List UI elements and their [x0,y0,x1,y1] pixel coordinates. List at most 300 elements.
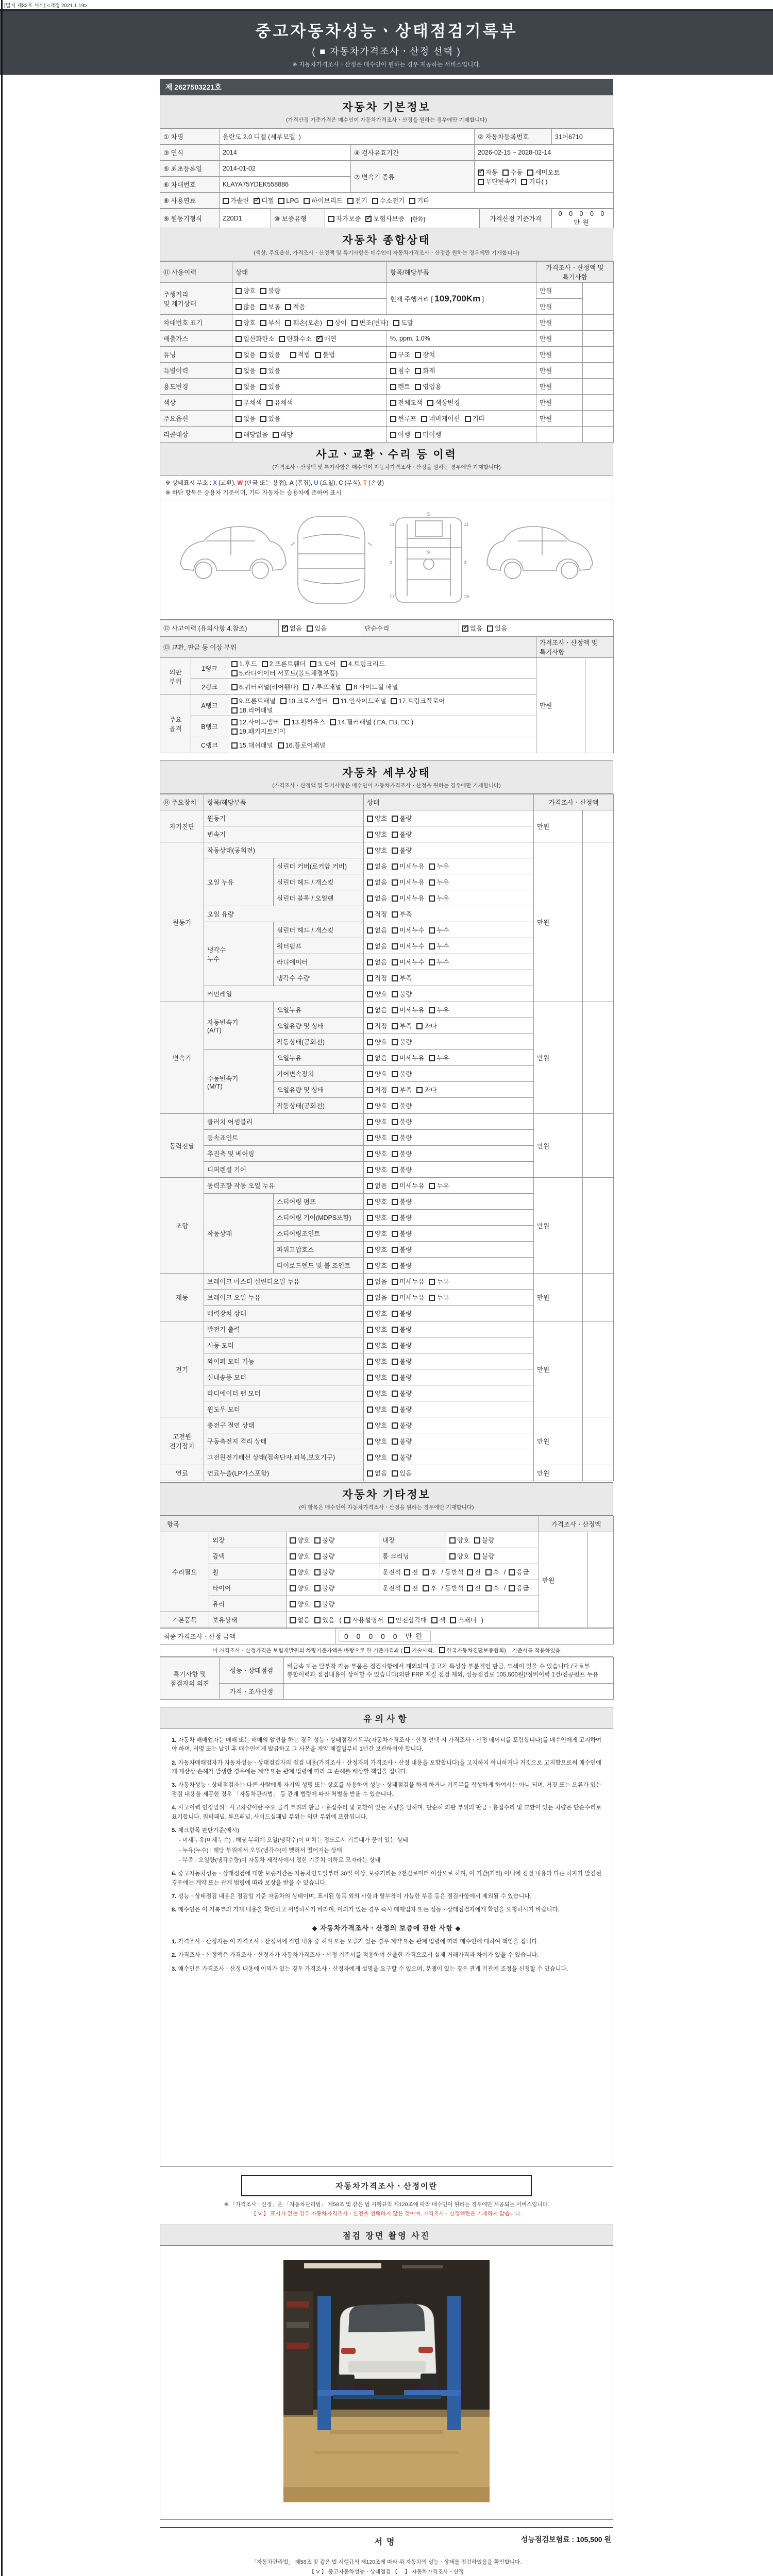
checkbox-전기[interactable] [347,198,354,204]
checkbox-불량[interactable] [392,1391,398,1397]
option [487,623,507,633]
checkbox-불량[interactable] [392,832,398,838]
code-W: W [237,480,243,486]
option [392,1245,412,1254]
checkbox-수동[interactable] [502,170,509,176]
checkbox-4.트렁크리드[interactable] [341,661,347,667]
checkbox-양호[interactable] [367,1199,373,1205]
panel-items [228,679,536,695]
subitem-cell: 실린더 커버(로커암 커버) [274,858,364,874]
checkbox-적정[interactable] [367,1023,373,1029]
checkbox-양호[interactable] [367,1311,373,1317]
checkbox-불량[interactable] [392,816,398,822]
checkbox-없음[interactable] [367,879,373,886]
checkbox-양호[interactable] [367,1119,373,1125]
checkbox-없음[interactable] [290,1617,296,1623]
checkbox-수소전기[interactable] [372,198,378,204]
row-note [583,347,614,363]
checkbox-양호[interactable] [290,1569,296,1575]
device-note [583,1417,614,1465]
subitem-cell: 파워고압호스 [274,1242,364,1258]
checkbox-전[interactable] [404,1585,410,1591]
option-label: 양호 [243,287,256,295]
checkbox-양호[interactable] [290,1553,296,1560]
current-mileage: 109,700Km [434,293,481,303]
checkbox-없음[interactable] [236,368,242,374]
checkbox-14.필러패널 ( □A, □B, □C )[interactable] [330,719,336,725]
checkbox-불량[interactable] [314,1553,321,1560]
row-state [232,427,387,443]
checkbox-양호[interactable] [367,1438,373,1445]
checkbox-영업용[interactable] [415,384,421,390]
checkbox-미세누유[interactable] [392,879,398,886]
checkbox-전[interactable] [467,1585,473,1591]
checkbox-후[interactable] [423,1585,429,1591]
checkbox-누수[interactable] [429,927,435,934]
checkbox-9.프론트패널[interactable] [231,698,238,704]
checkbox-미세누유[interactable] [392,895,398,902]
checkbox-네비게이션[interactable] [421,416,427,422]
checkbox-해당없음[interactable] [236,432,242,438]
option [429,893,449,903]
state-cell [364,890,534,906]
checkbox-불량[interactable] [392,1454,398,1461]
checkbox-디젤[interactable] [254,198,260,204]
checkbox-부족[interactable] [392,975,398,981]
checkbox-전체도색[interactable] [390,400,396,406]
checkbox-미세누유[interactable] [392,863,398,870]
checkbox-누유[interactable] [429,895,435,902]
col-device: ⑭ 주요장치 [160,794,204,810]
notice-header: 유의사항 [160,1707,613,1729]
checkbox-누유[interactable] [429,1183,435,1189]
checkbox-후[interactable] [423,1569,429,1575]
option [278,197,299,205]
checkbox-적법[interactable] [290,352,296,358]
option-label: 1.후드 [239,660,257,668]
option [260,318,280,327]
checkbox-적정[interactable] [367,1087,373,1093]
option-label: 기타 [417,197,430,205]
simple-repair-label: 단순수리 [361,620,459,636]
checkbox-적음[interactable] [285,304,291,310]
checkbox-화재[interactable] [415,368,421,374]
option-label: 훼손(오손) [293,319,322,327]
checkbox-양호[interactable] [290,1585,296,1591]
option [307,623,327,633]
checkbox-한국자동차진단보증협회)[interactable] [439,1647,445,1653]
checkbox-11.인사이드패널[interactable] [333,698,339,704]
checkbox-누유[interactable] [429,1055,435,1061]
checkbox-불량[interactable] [392,1071,398,1077]
checkbox-양호[interactable] [367,832,373,838]
checkbox-양호[interactable] [367,1215,373,1221]
checkbox-많음[interactable] [236,304,242,310]
checkbox-응급[interactable] [509,1569,515,1575]
checkbox-불량[interactable] [392,991,398,997]
checkbox-훼손(오손)[interactable] [285,320,291,326]
checkbox-양호[interactable] [236,320,242,326]
checkbox-사용설명서[interactable] [344,1617,350,1623]
checkbox-불량[interactable] [314,1601,321,1607]
notice-subitem: - 부족 : 오일량(냉각수량)이 자동차 제작사에서 정한 기준치 이하로 모자라는 상태 [179,1857,381,1863]
page-left-border [1,0,3,2576]
state-cell [364,1465,534,1481]
value-year: 2014 [220,145,351,161]
checkbox-불량[interactable] [392,1103,398,1109]
checkbox-불량[interactable] [392,1167,398,1173]
checkbox-양호[interactable] [367,1327,373,1333]
checkbox-19.패키지트레이[interactable] [231,728,238,735]
checkbox-없음[interactable] [367,1295,373,1301]
checkbox-없음[interactable] [367,1470,373,1477]
checkbox-무채색[interactable] [236,400,242,406]
checkbox-세미오토[interactable] [527,170,533,176]
checkbox-양호[interactable] [367,1135,373,1141]
checkbox-매연[interactable] [316,336,323,342]
checkbox-도말[interactable] [393,320,399,326]
checkbox-기술사회,[interactable] [404,1647,410,1653]
checkbox-없음[interactable] [367,863,373,870]
state-cell [364,1337,534,1353]
checkbox-있음[interactable] [487,625,493,632]
option-label: 불량 [322,1569,335,1576]
panel-rank-table [160,636,613,753]
checkbox-10.크로스멤버[interactable] [280,698,287,704]
option [347,196,367,205]
checkbox-양호[interactable] [367,1071,373,1077]
checkbox-3.도어[interactable] [310,661,316,667]
checkbox-불량[interactable] [392,1135,398,1141]
checkbox-양호[interactable] [367,816,373,822]
checkbox-미세누수[interactable] [392,943,398,950]
checkbox-있음[interactable] [392,1470,398,1477]
checkbox-불량[interactable] [392,1359,398,1365]
checkbox-양호[interactable] [367,1406,373,1413]
checkbox-미세누유[interactable] [392,1007,398,1013]
checkbox-불량[interactable] [474,1553,480,1560]
label-car-name: ① 차명 [160,129,220,145]
checkbox-변조(변타)[interactable] [351,320,358,326]
checkbox-불량[interactable] [392,1438,398,1445]
checkbox-불량[interactable] [314,1585,321,1591]
checkbox-없음[interactable] [367,1007,373,1013]
checkbox-불량[interactable] [392,1406,398,1413]
checkbox-있음[interactable] [260,384,266,390]
row-label: 주요옵션 [160,411,232,427]
checkbox-없음[interactable] [367,943,373,950]
checkbox-해당[interactable] [273,432,279,438]
notice-item: 4. 사고이력 인정범위 : 사고차량이란 주요 골격 부위의 판금ㆍ용접수리 및 교환이 있는 차량을 말하며, 단순히 외판 부위의 판금ㆍ용접수리 및 교환이 있는 차량은 단순수리로 표기합니다. 쿼터패널, 루프패널, 사이드실패널 부위는 외판 부위에 포함됩니다. [172,1805,601,1820]
option-label: 없음 [375,1294,388,1301]
checkbox-미세누유[interactable] [392,1055,398,1061]
svg-text:2: 2 [390,560,393,565]
opinion-group-label: 특기사항 및 점검자의 의견 [160,1657,220,1700]
checkbox-유채색[interactable] [266,400,273,406]
checkbox-없음[interactable] [236,352,242,358]
checkbox-누유[interactable] [429,879,435,886]
checkbox-불량[interactable] [392,1375,398,1381]
checkbox-불량[interactable] [392,1151,398,1157]
section-detail-header [160,760,613,794]
checkbox-불량[interactable] [314,1537,321,1544]
checkbox-적정[interactable] [367,975,373,981]
option [231,682,298,691]
checkbox-전[interactable] [404,1569,410,1575]
checkbox-불량[interactable] [392,1343,398,1349]
checkbox-양호[interactable] [236,288,242,294]
checkbox-누유[interactable] [429,863,435,870]
checkbox-8.사이드실 패널[interactable] [346,684,352,690]
checkbox-보통[interactable] [260,304,266,310]
checkbox-불량[interactable] [392,1215,398,1221]
checkbox-불량[interactable] [392,1311,398,1317]
option-label: 양호 [297,1569,310,1576]
option [423,1567,436,1577]
checkbox-6.쿼터패널(리어휀다)[interactable] [231,684,238,690]
checkbox-누유[interactable] [429,1295,435,1301]
value-warranty-type: 자가보증 ✓ 보험사보증 [한화] [325,209,480,228]
checkbox-양호[interactable] [367,848,373,854]
item-cell: 윈도우 모터 [204,1401,364,1417]
checkbox-있음[interactable] [260,368,266,374]
checkbox-LPG[interactable] [278,198,284,204]
checkbox-불량[interactable] [392,1119,398,1125]
checkbox-일산화탄소[interactable] [236,336,242,342]
checkbox-없음[interactable] [236,384,242,390]
option-label: 누유 [436,1055,449,1062]
checkbox-있음[interactable] [307,625,313,632]
option [416,1021,436,1030]
checkbox-양호[interactable] [367,1151,373,1157]
final-price-digits: 0 0 0 0 0 만원 [339,1631,431,1642]
checkbox-미세누수[interactable] [392,927,398,934]
checkbox-16.플로어패널[interactable] [278,742,284,749]
checkbox-무단변속기[interactable] [478,179,484,185]
basics-group: 기본품목 [160,1612,209,1628]
option-label: 누유 [436,863,449,870]
checkbox-양호[interactable] [367,1391,373,1397]
col-price: 가격조사ㆍ산정액 및 특기사항 [536,262,614,283]
checkbox-색상변경[interactable] [427,400,433,406]
checkbox-없음[interactable] [236,416,242,422]
checkbox-없음[interactable] [282,625,288,632]
checkbox-불법[interactable] [315,352,321,358]
state-cell [364,1210,534,1226]
checkbox-7.루프패널[interactable] [303,684,309,690]
checkbox-1.후드[interactable] [231,661,238,667]
checkbox-상이[interactable] [327,320,333,326]
checkbox-불량[interactable] [392,848,398,854]
option [390,430,410,439]
document-title: 중고자동차성능ㆍ상태점검기록부 [255,22,518,40]
checkbox-불량[interactable] [392,1263,398,1269]
checkbox-13.휠하우스[interactable] [284,719,290,725]
row-item [387,411,536,427]
checkbox-양호[interactable] [367,1375,373,1381]
checkbox-있음[interactable] [260,352,266,358]
checkbox-누수[interactable] [429,959,435,965]
option-label: 침수 [398,367,411,375]
checkbox-썬루프[interactable] [390,416,396,422]
device-note [583,842,614,1002]
checkbox-18.리어패널[interactable] [231,707,238,714]
checkbox-부족[interactable] [392,1023,398,1029]
checkbox-양호[interactable] [367,1343,373,1349]
checkbox-과다[interactable] [416,1087,423,1093]
option [330,717,413,726]
state-cell [364,906,534,922]
code-A: A [289,480,294,486]
checkbox-구조[interactable] [390,352,396,358]
checkbox-과다[interactable] [416,1023,423,1029]
checkbox-양호[interactable] [367,1422,373,1429]
checkbox-양호[interactable] [367,1247,373,1253]
checkbox-없음[interactable] [367,959,373,965]
option-label: 양호 [375,1326,388,1333]
checkbox-양호[interactable] [290,1601,296,1607]
checkbox-2.프론트휀더[interactable] [262,661,268,667]
option [367,1085,387,1094]
checkbox-양호[interactable] [449,1537,456,1544]
option-label: 누유 [436,1294,449,1301]
option [392,1021,412,1030]
checkbox-양호[interactable] [367,991,373,997]
option-text: ( [339,1617,342,1624]
checkbox-불량[interactable] [474,1537,480,1544]
option-label: 없음 [375,1055,388,1062]
checkbox-미세누유[interactable] [392,1295,398,1301]
row-state [232,363,387,379]
checkbox-양호[interactable] [367,1263,373,1269]
checkbox-없음[interactable] [367,927,373,934]
checkbox-보험사보증[interactable] [365,216,372,222]
option-label: 미세누유 [399,1294,425,1301]
checkbox-적정[interactable] [367,911,373,918]
checkbox-5.라디에이터 서포트(볼트체결부품)[interactable] [231,670,238,676]
checkbox-불량[interactable] [314,1569,321,1575]
option [303,682,341,691]
checkbox-이행[interactable] [390,432,396,438]
checkbox-양호[interactable] [367,1167,373,1173]
device-group: 변속기 [160,1002,204,1114]
item-cell: 등속죠인트 [204,1130,364,1146]
checkbox-15.대쉬패널[interactable] [231,742,238,749]
option-label: 양호 [375,1342,388,1349]
option-label: 11.인사이드패널 [340,698,386,705]
checkbox-렌트[interactable] [390,384,396,390]
option-label: 과다 [424,1087,437,1094]
option-label: 없음 [375,1278,388,1285]
option [367,1261,387,1270]
checkbox-누수[interactable] [429,943,435,950]
checkbox-17.트렁크플로어[interactable] [391,698,397,704]
opinion-kind: 성능ㆍ상태점검 [220,1657,284,1684]
item-cell: 작동상태(공회전) [204,842,364,858]
checkbox-장치[interactable] [415,352,421,358]
checkbox-양호[interactable] [367,1039,373,1045]
checkbox-불량[interactable] [392,1247,398,1253]
checkbox-불량[interactable] [260,288,266,294]
checkbox-미세누유[interactable] [392,1183,398,1189]
checkbox-있음[interactable] [260,416,266,422]
checkbox-탄화수소[interactable] [279,336,285,342]
checkbox-전[interactable] [467,1569,473,1575]
checkbox-양호[interactable] [367,1454,373,1461]
checkbox-양호[interactable] [367,1103,373,1109]
checkbox-기타[interactable] [465,416,471,422]
checkbox-부식[interactable] [260,320,266,326]
checkbox-응급[interactable] [509,1585,515,1591]
checkbox-없음[interactable] [367,1183,373,1189]
item-cell: 연료누출(LP가스포함) [204,1465,364,1481]
checkbox-미세누수[interactable] [392,959,398,965]
panel-items [228,658,536,679]
checkbox-자동[interactable] [478,170,484,176]
checkbox-기타( )[interactable] [521,179,527,185]
checkbox-후[interactable] [485,1569,492,1575]
checkbox-가솔린[interactable] [223,198,229,204]
option [429,1293,449,1302]
checkbox-침수[interactable] [390,368,396,374]
checkbox-스패너[interactable] [450,1617,456,1623]
checkbox-자가보증[interactable] [328,216,334,222]
option [392,1388,412,1398]
checkbox-기타[interactable] [409,198,415,204]
checkbox-미세누유[interactable] [392,1279,398,1285]
option [439,1647,506,1654]
checkbox-양호[interactable] [290,1537,296,1544]
checkbox-누유[interactable] [429,1279,435,1285]
subitem-cell: 기어변속장치 [274,1066,364,1082]
option-label: 미세누유 [399,879,425,886]
checkbox-없음[interactable] [367,1055,373,1061]
checkbox-불량[interactable] [392,1199,398,1205]
option-label: 14.필러패널 ( □A, □B, □C ) [338,719,414,726]
checkbox-불량[interactable] [392,1231,398,1237]
checkbox-안전삼각대[interactable] [388,1617,394,1623]
checkbox-부족[interactable] [392,911,398,918]
checkbox-부족[interactable] [392,1087,398,1093]
checkbox-하이브리드[interactable] [304,198,310,204]
checkbox-누유[interactable] [429,1007,435,1013]
option [310,659,336,668]
option-label: 장치 [423,351,435,359]
device-price: 만원 [534,1465,583,1481]
option-label: 없음 [243,415,256,422]
option-label: 적법 [297,351,310,359]
subitem-cell: 작동상태(공회전) [274,1098,364,1114]
option-label: 불량 [399,1358,412,1365]
checkbox-12.사이드멤버[interactable] [231,719,238,725]
checkbox-양호[interactable] [367,1359,373,1365]
checkbox-잭[interactable] [431,1617,438,1623]
checkbox-미이행[interactable] [415,432,421,438]
checkbox-있음[interactable] [314,1617,321,1623]
checkbox-불량[interactable] [392,1039,398,1045]
checkbox-불량[interactable] [392,1422,398,1429]
checkbox-불량[interactable] [392,1327,398,1333]
option-label: 6.쿼터패널(리어휀다) [239,684,299,691]
checkbox-없음[interactable] [367,895,373,902]
checkbox-없음[interactable] [367,1279,373,1285]
checkbox-양호[interactable] [367,1231,373,1237]
checkbox-양호[interactable] [449,1553,456,1560]
option [367,1325,387,1334]
checkbox-후[interactable] [485,1585,492,1591]
checkbox-없음[interactable] [462,625,468,632]
option-label: 적정 [375,1087,388,1094]
